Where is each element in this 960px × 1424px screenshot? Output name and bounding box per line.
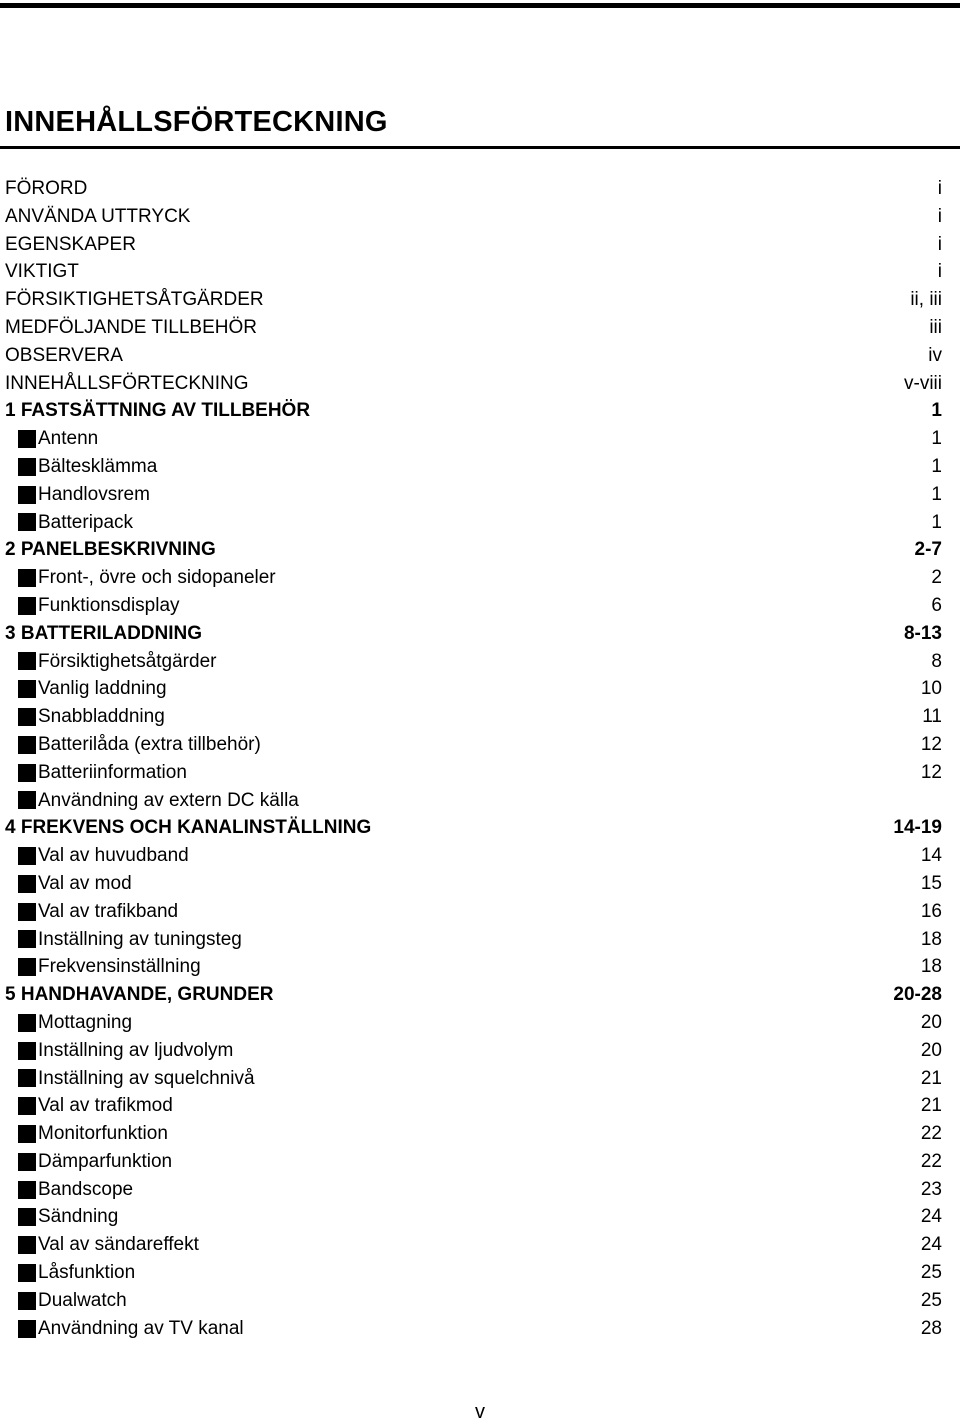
toc-page-number: 8-13	[903, 622, 942, 644]
square-bullet-icon	[18, 458, 36, 476]
toc-entry-label-group	[5, 1315, 244, 1343]
toc-entry-label: Funktionsdisplay	[38, 594, 180, 616]
toc-entry-label-group	[5, 759, 187, 787]
toc-subentry	[5, 703, 942, 731]
toc-entry-label: MEDFÖLJANDE TILLBEHÖR	[5, 316, 257, 338]
square-bullet-icon	[18, 847, 36, 865]
toc-entry-label-group	[5, 898, 178, 926]
toc-entry-label-group	[5, 1287, 127, 1315]
toc-entry-label: 3 BATTERILADDNING	[5, 622, 203, 644]
toc-subentry	[5, 870, 942, 898]
toc-entry-label: INNEHÅLLSFÖRTECKNING	[5, 372, 249, 394]
toc-subentry	[5, 842, 942, 870]
toc-page-number: i	[937, 178, 942, 199]
toc-entry-label: Batteripack	[38, 511, 134, 533]
toc-entry-label: Frekvensinställning	[38, 956, 201, 978]
toc-entry-label-group	[5, 258, 79, 286]
toc-subentry	[5, 481, 942, 509]
toc-entry-label: 5 HANDHAVANDE, GRUNDER	[5, 984, 274, 1006]
toc-entry-label: FÖRSIKTIGHETSÅTGÄRDER	[5, 289, 264, 311]
toc-page-number: 22	[920, 1150, 942, 1172]
toc-entry-label-group	[5, 703, 165, 731]
toc-subentry	[5, 1037, 942, 1065]
toc-subentry	[5, 648, 942, 676]
table-of-contents	[5, 175, 942, 1342]
toc-entry-label: 2 PANELBESKRIVNING	[5, 539, 216, 561]
toc-subentry	[5, 675, 942, 703]
square-bullet-icon	[18, 1208, 36, 1226]
toc-page-number: 15	[920, 872, 942, 894]
toc-chapter-entry	[5, 536, 942, 564]
square-bullet-icon	[18, 958, 36, 976]
toc-entry-label-group	[5, 453, 157, 481]
toc-page-number: 6	[931, 594, 942, 616]
toc-subentry	[5, 1203, 942, 1231]
toc-entry	[5, 231, 942, 259]
toc-entry-label-group	[5, 1120, 168, 1148]
toc-page-number: 23	[920, 1178, 942, 1200]
toc-entry-label: Dualwatch	[38, 1289, 127, 1311]
square-bullet-icon	[18, 1264, 36, 1282]
toc-entry	[5, 258, 942, 286]
toc-entry-label: Vanlig laddning	[38, 678, 167, 700]
square-bullet-icon	[18, 569, 36, 587]
toc-subentry	[5, 898, 942, 926]
toc-page-number: 16	[920, 900, 942, 922]
toc-entry-label: Dämparfunktion	[38, 1150, 173, 1172]
toc-entry-label-group	[5, 1065, 255, 1093]
square-bullet-icon	[18, 1181, 36, 1199]
square-bullet-icon	[18, 513, 36, 531]
toc-page-number: 2-7	[914, 539, 942, 561]
toc-page-number: 18	[920, 956, 942, 978]
toc-page-number: i	[937, 261, 942, 283]
toc-entry-label: Monitorfunktion	[38, 1123, 168, 1145]
square-bullet-icon	[18, 680, 36, 698]
toc-entry-label: EGENSKAPER	[5, 233, 136, 255]
toc-entry-label: Mottagning	[38, 1011, 133, 1033]
toc-entry-label-group	[5, 953, 201, 981]
toc-subentry	[5, 509, 942, 537]
toc-subentry	[5, 1065, 942, 1093]
toc-page-number: 25	[920, 1289, 942, 1311]
toc-entry-label-group	[5, 1259, 135, 1287]
square-bullet-icon	[18, 903, 36, 921]
toc-page-number: 14	[920, 845, 942, 867]
square-bullet-icon	[18, 1125, 36, 1143]
toc-entry	[5, 175, 942, 203]
toc-entry-label-group	[5, 814, 371, 842]
toc-chapter-entry	[5, 814, 942, 842]
square-bullet-icon	[18, 1069, 36, 1087]
toc-entry-label-group	[5, 787, 299, 815]
toc-page-number: iii	[929, 316, 942, 338]
toc-entry-label: Försiktighetsåtgärder	[38, 650, 217, 672]
toc-page-number: v-viii	[904, 372, 942, 394]
toc-subentry	[5, 1231, 942, 1259]
toc-entry-label-group	[5, 870, 132, 898]
toc-page-number: 1	[931, 511, 942, 533]
toc-page-number: ii, iii	[910, 289, 942, 311]
toc-entry-label-group	[5, 1037, 233, 1065]
toc-entry-label-group	[5, 536, 216, 564]
toc-entry-label-group	[5, 620, 202, 648]
toc-entry-label-group	[5, 675, 167, 703]
toc-page-number: 21	[920, 1095, 942, 1117]
toc-page-number: 20-28	[893, 984, 942, 1006]
toc-subentry	[5, 425, 942, 453]
toc-entry-label-group	[5, 203, 190, 231]
toc-page-number: 11	[922, 706, 942, 728]
toc-entry-label-group	[5, 564, 276, 592]
square-bullet-icon	[18, 930, 36, 948]
square-bullet-icon	[18, 708, 36, 726]
toc-entry-label-group	[5, 509, 133, 537]
toc-entry-label-group	[5, 1203, 118, 1231]
toc-page-number: 25	[920, 1262, 942, 1284]
toc-entry-label-group	[5, 231, 136, 259]
toc-entry-label-group	[5, 342, 123, 370]
toc-page-number: 20	[920, 1039, 942, 1061]
toc-entry-label-group	[5, 592, 180, 620]
toc-entry-label-group	[5, 981, 273, 1009]
toc-entry-label: Inställning av squelchnivå	[38, 1067, 255, 1089]
toc-entry-label: Val av mod	[38, 872, 132, 894]
toc-entry-label: 1 FASTSÄTTNING AV TILLBEHÖR	[5, 400, 311, 422]
toc-subentry	[5, 1176, 942, 1204]
toc-page-number: 2	[931, 567, 942, 589]
toc-subentry	[5, 1259, 942, 1287]
toc-page-number: iv	[928, 344, 942, 366]
toc-entry-label: Bältesklämma	[38, 455, 158, 477]
toc-entry-label: Bandscope	[38, 1178, 134, 1200]
toc-entry-label: Användning av extern DC källa	[38, 789, 299, 811]
toc-entry-label-group	[5, 731, 261, 759]
toc-entry-label: Val av huvudband	[38, 845, 189, 867]
toc-page-number: 1	[931, 428, 942, 450]
toc-entry-label-group	[5, 926, 242, 954]
toc-page-number: 14-19	[893, 817, 942, 839]
toc-entry-label-group	[5, 397, 310, 425]
toc-page-number: 22	[920, 1123, 942, 1145]
toc-subentry	[5, 564, 942, 592]
top-rule	[0, 3, 960, 8]
page-title: INNEHÅLLSFÖRTECKNING	[5, 106, 388, 138]
toc-entry	[5, 342, 942, 370]
toc-subentry	[5, 1009, 942, 1037]
toc-entry	[5, 203, 942, 231]
toc-entry-label-group	[5, 1148, 172, 1176]
page-number: v	[475, 1401, 485, 1423]
square-bullet-icon	[18, 1320, 36, 1338]
toc-chapter-entry	[5, 981, 942, 1009]
toc-entry-label: Batterilåda (extra tillbehör)	[38, 733, 261, 755]
toc-subentry	[5, 953, 942, 981]
square-bullet-icon	[18, 486, 36, 504]
title-rule	[0, 146, 960, 149]
toc-subentry	[5, 926, 942, 954]
toc-entry-label: VIKTIGT	[5, 261, 79, 283]
toc-entry-label-group	[5, 370, 249, 398]
toc-entry-label-group	[5, 1176, 133, 1204]
toc-entry-label: Sändning	[38, 1206, 119, 1228]
square-bullet-icon	[18, 1292, 36, 1310]
toc-page-number: 12	[920, 733, 942, 755]
toc-page-number: 24	[920, 1206, 942, 1228]
toc-entry-label: Snabbladdning	[38, 706, 165, 728]
square-bullet-icon	[18, 764, 36, 782]
toc-page-number: 1	[931, 455, 942, 477]
square-bullet-icon	[18, 875, 36, 893]
toc-entry-label: FÖRORD	[5, 178, 88, 199]
toc-page-number: i	[937, 233, 942, 255]
toc-entry-label-group	[5, 648, 216, 676]
toc-subentry	[5, 787, 942, 815]
toc-entry-label-group	[5, 286, 264, 314]
toc-entry-label: Front-, övre och sidopaneler	[38, 567, 276, 589]
toc-entry-label-group	[5, 842, 189, 870]
toc-entry-label: Låsfunktion	[38, 1262, 136, 1284]
toc-subentry	[5, 1315, 942, 1343]
toc-subentry	[5, 453, 942, 481]
toc-page-number: 18	[920, 928, 942, 950]
toc-entry-label: Val av trafikband	[38, 900, 179, 922]
toc-entry-label-group	[5, 314, 257, 342]
toc-subentry	[5, 1287, 942, 1315]
toc-entry-label-group	[5, 1092, 173, 1120]
toc-subentry	[5, 1148, 942, 1176]
square-bullet-icon	[18, 430, 36, 448]
toc-entry-label: Inställning av ljudvolym	[38, 1039, 234, 1061]
toc-entry-label: Antenn	[38, 428, 99, 450]
toc-subentry	[5, 759, 942, 787]
toc-page-number: 12	[920, 761, 942, 783]
toc-entry-label: Val av trafikmod	[38, 1095, 173, 1117]
toc-entry-label: Batteriinformation	[38, 761, 187, 783]
square-bullet-icon	[18, 736, 36, 754]
toc-subentry	[5, 592, 942, 620]
toc-page-number: 28	[920, 1317, 942, 1339]
toc-page-number: 24	[920, 1234, 942, 1256]
toc-entry-label-group	[5, 481, 150, 509]
toc-page-number: 8	[931, 650, 942, 672]
toc-page-number: 21	[920, 1067, 942, 1089]
square-bullet-icon	[18, 1097, 36, 1115]
toc-entry-label: Val av sändareffekt	[38, 1234, 199, 1256]
toc-chapter-entry	[5, 397, 942, 425]
toc-chapter-entry	[5, 620, 942, 648]
toc-page-number: 1	[931, 483, 942, 505]
toc-entry-label-group	[5, 175, 87, 203]
square-bullet-icon	[18, 791, 36, 809]
toc-entry-label-group	[5, 1009, 132, 1037]
square-bullet-icon	[18, 652, 36, 670]
toc-entry-label-group	[5, 1231, 199, 1259]
toc-entry-label-group	[5, 425, 98, 453]
square-bullet-icon	[18, 1236, 36, 1254]
toc-entry-label: Användning av TV kanal	[38, 1317, 244, 1339]
toc-subentry	[5, 1092, 942, 1120]
toc-entry	[5, 370, 942, 398]
square-bullet-icon	[18, 597, 36, 615]
toc-page-number: 20	[920, 1011, 942, 1033]
toc-page-number: i	[937, 205, 942, 227]
toc-entry	[5, 286, 942, 314]
toc-entry-label: OBSERVERA	[5, 344, 123, 366]
square-bullet-icon	[18, 1014, 36, 1032]
toc-entry-label: 4 FREKVENS OCH KANALINSTÄLLNING	[5, 817, 372, 839]
toc-page-number: 1	[931, 400, 942, 422]
toc-subentry	[5, 731, 942, 759]
toc-page-number: 10	[920, 678, 942, 700]
toc-subentry	[5, 1120, 942, 1148]
square-bullet-icon	[18, 1153, 36, 1171]
toc-entry-label: Inställning av tuningsteg	[38, 928, 242, 950]
toc-entry	[5, 314, 942, 342]
toc-entry-label: ANVÄNDA UTTRYCK	[5, 205, 191, 227]
square-bullet-icon	[18, 1042, 36, 1060]
toc-entry-label: Handlovsrem	[38, 483, 150, 505]
